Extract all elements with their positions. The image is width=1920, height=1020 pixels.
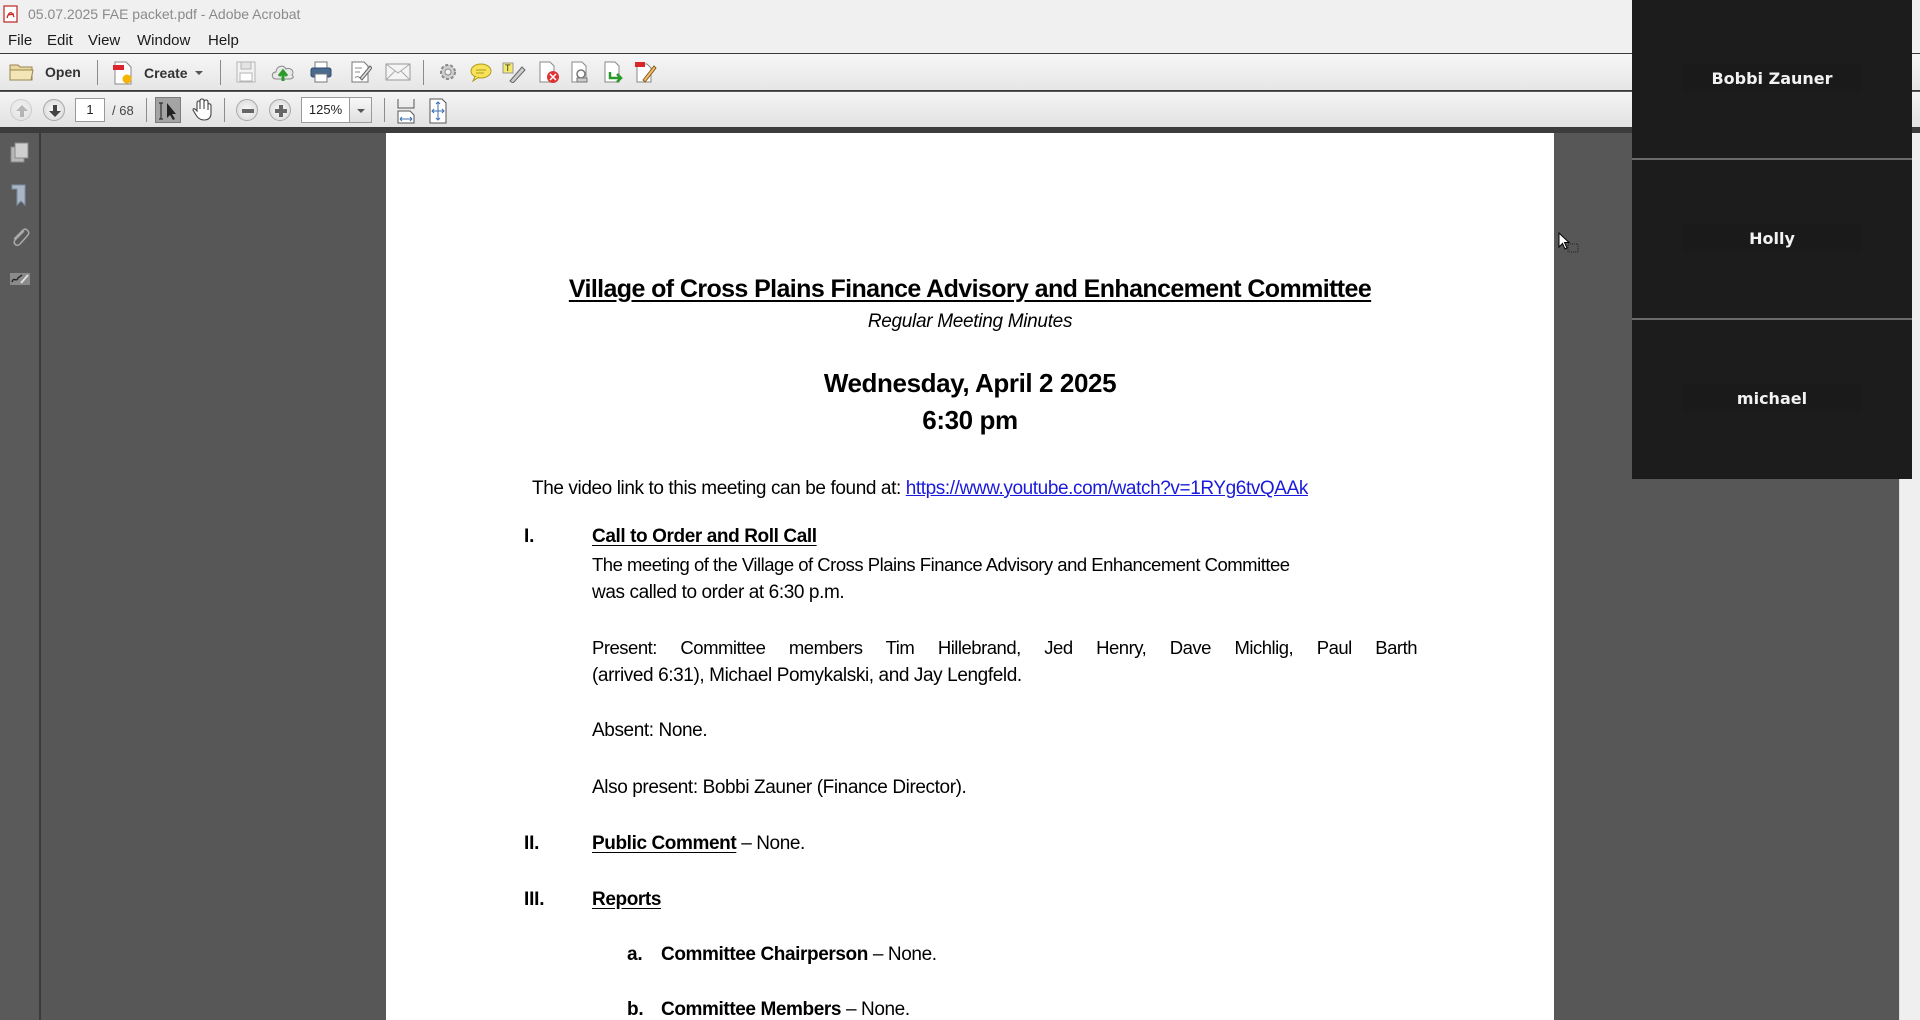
video-link-prefix: The video link to this meeting can be found at: [532,478,901,499]
select-tool-icon [156,98,182,124]
absent-line: Absent: None. [592,720,708,741]
section-numeral: I. [524,526,535,547]
delete-page-icon[interactable] [538,60,560,84]
chevron-down-icon [195,71,203,75]
subitem-label: Committee Members [661,999,842,1020]
print-icon[interactable] [309,60,333,84]
prev-page-button[interactable] [10,99,32,121]
meeting-date: Wednesday, April 2 2025 [823,368,1117,398]
subitem-letter: b. [627,999,644,1020]
menu-file[interactable]: File [8,32,33,49]
subitem-suffix: – None. [867,944,937,965]
export-doc-icon[interactable] [603,60,625,84]
fit-width-icon[interactable] [396,98,416,124]
select-tool-button[interactable] [155,97,181,123]
also-present-line: Also present: Bobbi Zauner (Finance Director). [592,777,967,798]
present-line: Present: Committee members Tim Hillebrand, Jed Henry, Dave Michlig, Paul Barth [592,637,1417,658]
cloud-upload-icon[interactable] [270,61,296,83]
toolbar-separator [146,98,147,122]
page-total: / 68 [112,103,134,118]
participant-name-box [1682,224,1862,252]
edit-pdf-icon[interactable] [635,60,657,84]
section-heading-line [592,833,805,855]
gear-icon[interactable] [438,62,458,82]
add-text-icon[interactable] [502,61,526,83]
participant-name: Bobbi Zauner [1711,68,1833,88]
zoom-in-button[interactable] [269,99,291,121]
section-numeral: III. [524,889,545,910]
next-page-button[interactable] [43,99,65,121]
toolbar-separator [423,60,424,85]
video-link[interactable]: https://www.youtube.com/watch?v=1RYg6tvQAAk [905,478,1308,499]
create-label: Create [144,65,188,81]
document-subtitle: Regular Meeting Minutes [867,311,1073,332]
signatures-icon[interactable] [8,267,32,291]
toolbar-separator [384,98,385,122]
menu-help[interactable]: Help [208,32,239,49]
present-line: (arrived 6:31), Michael Pomykalski, and Jay Lengfeld. [592,665,1022,686]
create-pdf-icon [112,60,134,86]
pages-icon[interactable] [8,141,32,165]
mouse-cursor-icon [1558,232,1582,258]
pdf-page [386,133,1554,1020]
paragraph-line: was called to order at 6:30 p.m. [592,582,845,603]
participant-tile[interactable] [1632,0,1912,158]
zoom-out-button[interactable] [236,99,258,121]
save-icon[interactable] [236,61,256,83]
subitem [661,999,910,1020]
subitem-letter: a. [627,944,643,965]
attachments-icon[interactable] [8,225,32,249]
section-heading: Call to Order and Roll Call [592,526,817,547]
folder-icon [9,62,34,82]
open-label: Open [45,64,81,80]
participant-name: michael [1736,388,1808,408]
meeting-time: 6:30 pm [922,405,1018,435]
subitem [661,944,937,966]
next-page-icon [44,100,66,122]
toolbar-separator [224,98,225,122]
stamp-doc-icon[interactable] [570,60,592,84]
sign-icon[interactable] [350,60,372,84]
section-numeral: II. [524,833,540,854]
menu-view[interactable]: View [88,32,121,49]
video-link-line [532,478,1308,500]
left-navigation-pane [0,133,41,1020]
svg-text:T: T [505,63,511,73]
open-button[interactable] [9,62,81,82]
participant-name-box [1682,64,1862,92]
subitem-label: Committee Chairperson [661,944,868,965]
menu-window[interactable]: Window [137,32,191,49]
window-title: 05.07.2025 FAE packet.pdf - Adobe Acrobat [28,6,301,22]
menu-edit[interactable]: Edit [47,32,73,49]
zoom-dropdown-button[interactable] [350,97,372,123]
prev-page-icon [11,100,33,122]
section-suffix: – None. [736,833,805,854]
section-heading: Public Comment [592,833,737,854]
zoom-level-input[interactable]: 125% [301,97,350,123]
acrobat-pdf-icon [3,5,19,23]
document-title: Village of Cross Plains Finance Advisory and Enhancement Committee [568,275,1372,303]
comment-icon[interactable] [470,63,492,82]
bookmarks-icon[interactable] [8,183,32,207]
create-button[interactable] [112,60,203,86]
email-icon[interactable] [385,63,411,81]
paragraph-line: The meeting of the Village of Cross Plains Finance Advisory and Enhancement Committee [592,554,1290,575]
participant-tile[interactable] [1632,160,1912,318]
page-number-input[interactable]: 1 [75,98,105,122]
toolbar-separator [97,60,98,85]
participant-name-box [1682,384,1862,412]
section-heading: Reports [592,889,661,910]
hand-tool-icon[interactable] [190,98,214,122]
zoom-out-icon [237,100,259,122]
toolbar-separator [220,60,221,85]
participant-name: Holly [1749,228,1795,248]
subitem-suffix: – None. [841,999,910,1020]
video-participants-panel [1632,0,1912,479]
zoom-in-icon [270,100,292,122]
participant-tile[interactable] [1632,320,1912,478]
fit-page-icon[interactable] [428,98,448,124]
